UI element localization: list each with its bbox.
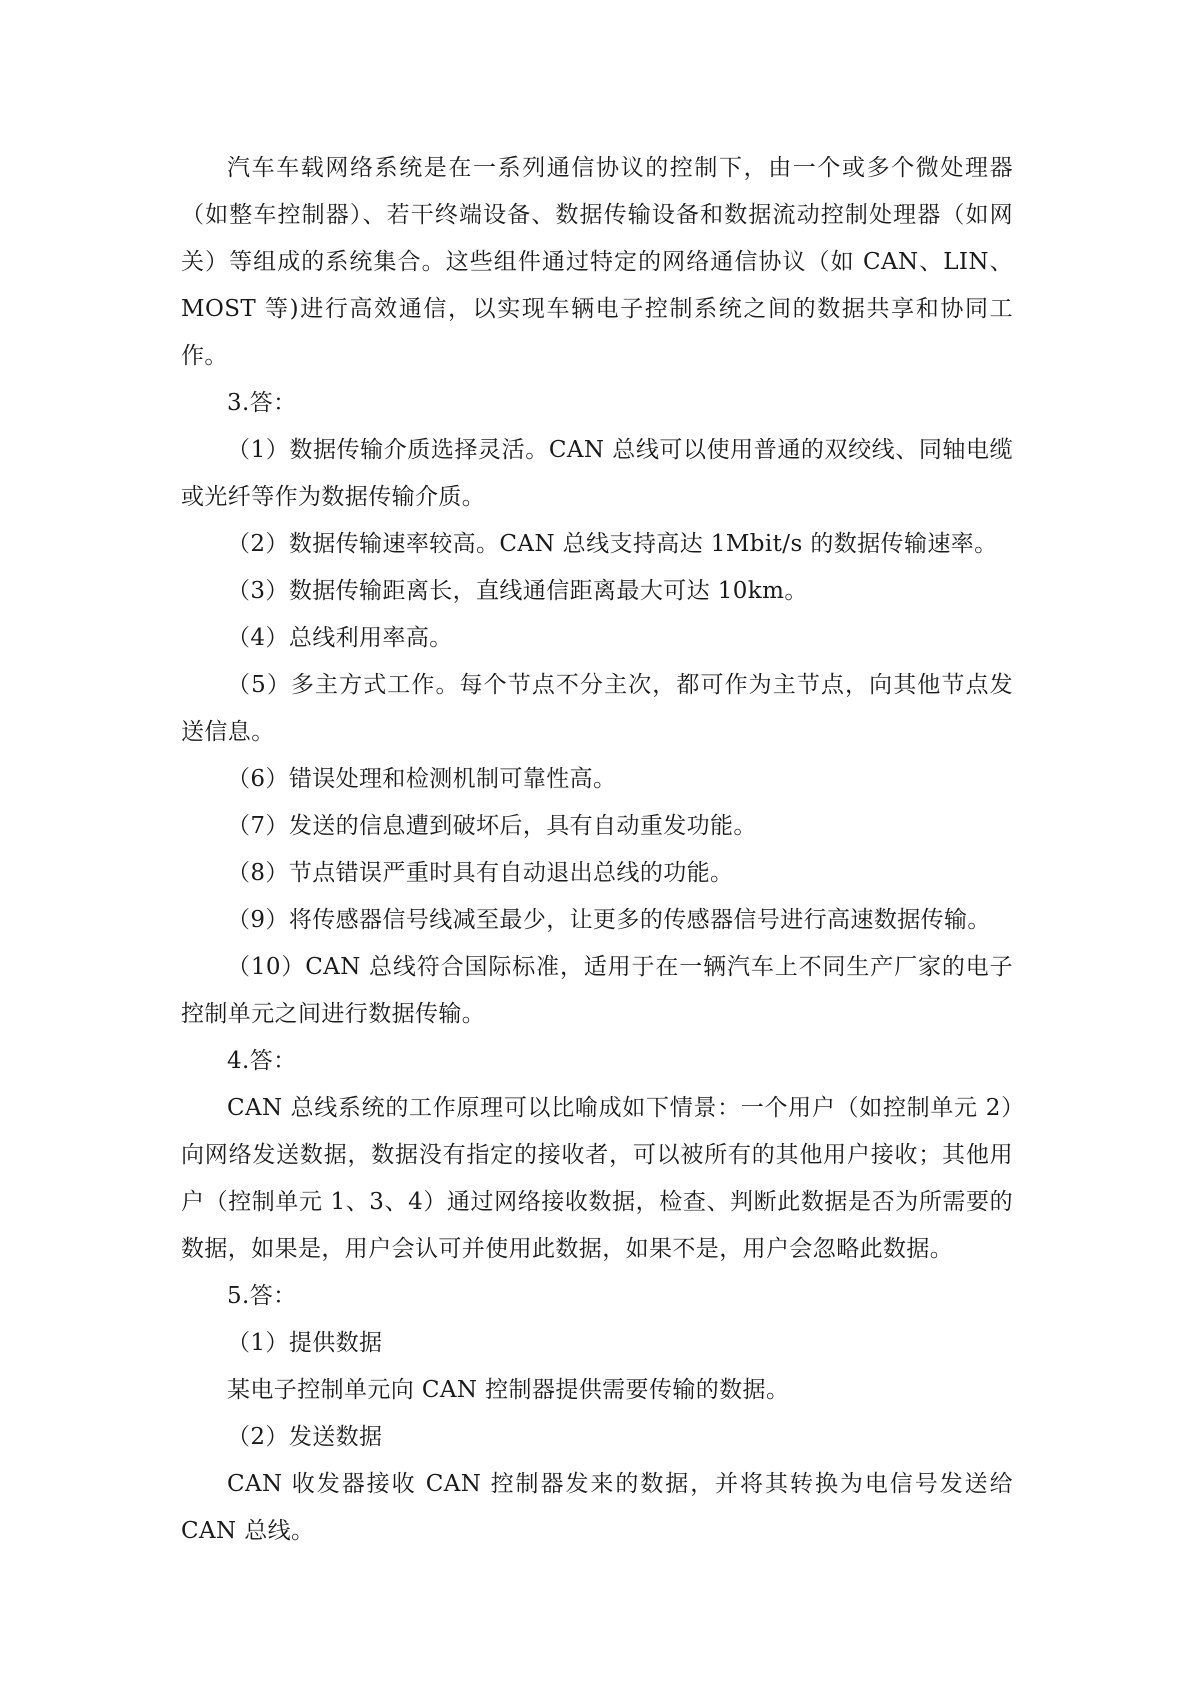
answer-3-heading: 3.答： <box>227 390 297 416</box>
document-page <box>181 145 1013 1555</box>
answer-5-step-2-body: CAN 收发器接收 CAN 控制器发来的数据，并将其转换为电信号发送给 CAN 总线。 <box>181 1471 1013 1544</box>
answer-5-heading: 5.答： <box>227 1283 297 1309</box>
answer-3-item-5: （5）多主方式工作。每个节点不分主次，都可作为主节点，向其他节点发送信息。 <box>181 672 1013 745</box>
answer-3-item-9: （9）将传感器信号线减至最少，让更多的传感器信号进行高速数据传输。 <box>227 907 991 933</box>
answer-3-item-4: （4）总线利用率高。 <box>227 625 453 651</box>
answer-3-item-3: （3）数据传输距离长，直线通信距离最大可达 10km。 <box>227 578 808 604</box>
answer-3-item-6: （6）错误处理和检测机制可靠性高。 <box>227 766 617 792</box>
answer-3-item-1: （1）数据传输介质选择灵活。CAN 总线可以使用普通的双绞线、同轴电缆或光纤等作为数据传输介质。 <box>181 437 1013 510</box>
answer-5-step-1-body: 某电子控制单元向 CAN 控制器提供需要传输的数据。 <box>227 1377 790 1403</box>
answer-3-item-7: （7）发送的信息遭到破坏后，具有自动重发功能。 <box>227 813 757 839</box>
answer-4-heading: 4.答： <box>227 1048 297 1074</box>
answer-3-item-8: （8）节点错误严重时具有自动退出总线的功能。 <box>227 860 734 886</box>
answer-5-step-1-title: （1）提供数据 <box>227 1330 383 1356</box>
answer-3-item-10: （10）CAN 总线符合国际标准，适用于在一辆汽车上不同生产厂家的电子控制单元之间进行数据传输。 <box>181 954 1013 1027</box>
answer-5-step-2-title: （2）发送数据 <box>227 1424 383 1450</box>
paragraph-network-system-definition: 汽车车载网络系统是在一系列通信协议的控制下，由一个或多个微处理器（如整车控制器）、若干终端设备、数据传输设备和数据流动控制处理器（如网关）等组成的系统集合。这些组件通过特定的网络通信协议（如 CAN、LIN、MOST 等)进行高效通信，以实现车辆电子控制系统之间的数据共享和协同工作。 <box>181 155 1013 369</box>
answer-4-body: CAN 总线系统的工作原理可以比喻成如下情景：一个用户（如控制单元 2）向网络发送数据，数据没有指定的接收者，可以被所有的其他用户接收；其他用户（控制单元 1、3、4）通过网络接收数据，检查、判断此数据是否为所需要的数据，如果是，用户会认可并使用此数据，如果不是，用户会忽略此数据。 <box>181 1095 1013 1262</box>
answer-3-item-2: （2）数据传输速率较高。CAN 总线支持高达 1Mbit/s 的数据传输速率。 <box>227 531 998 557</box>
